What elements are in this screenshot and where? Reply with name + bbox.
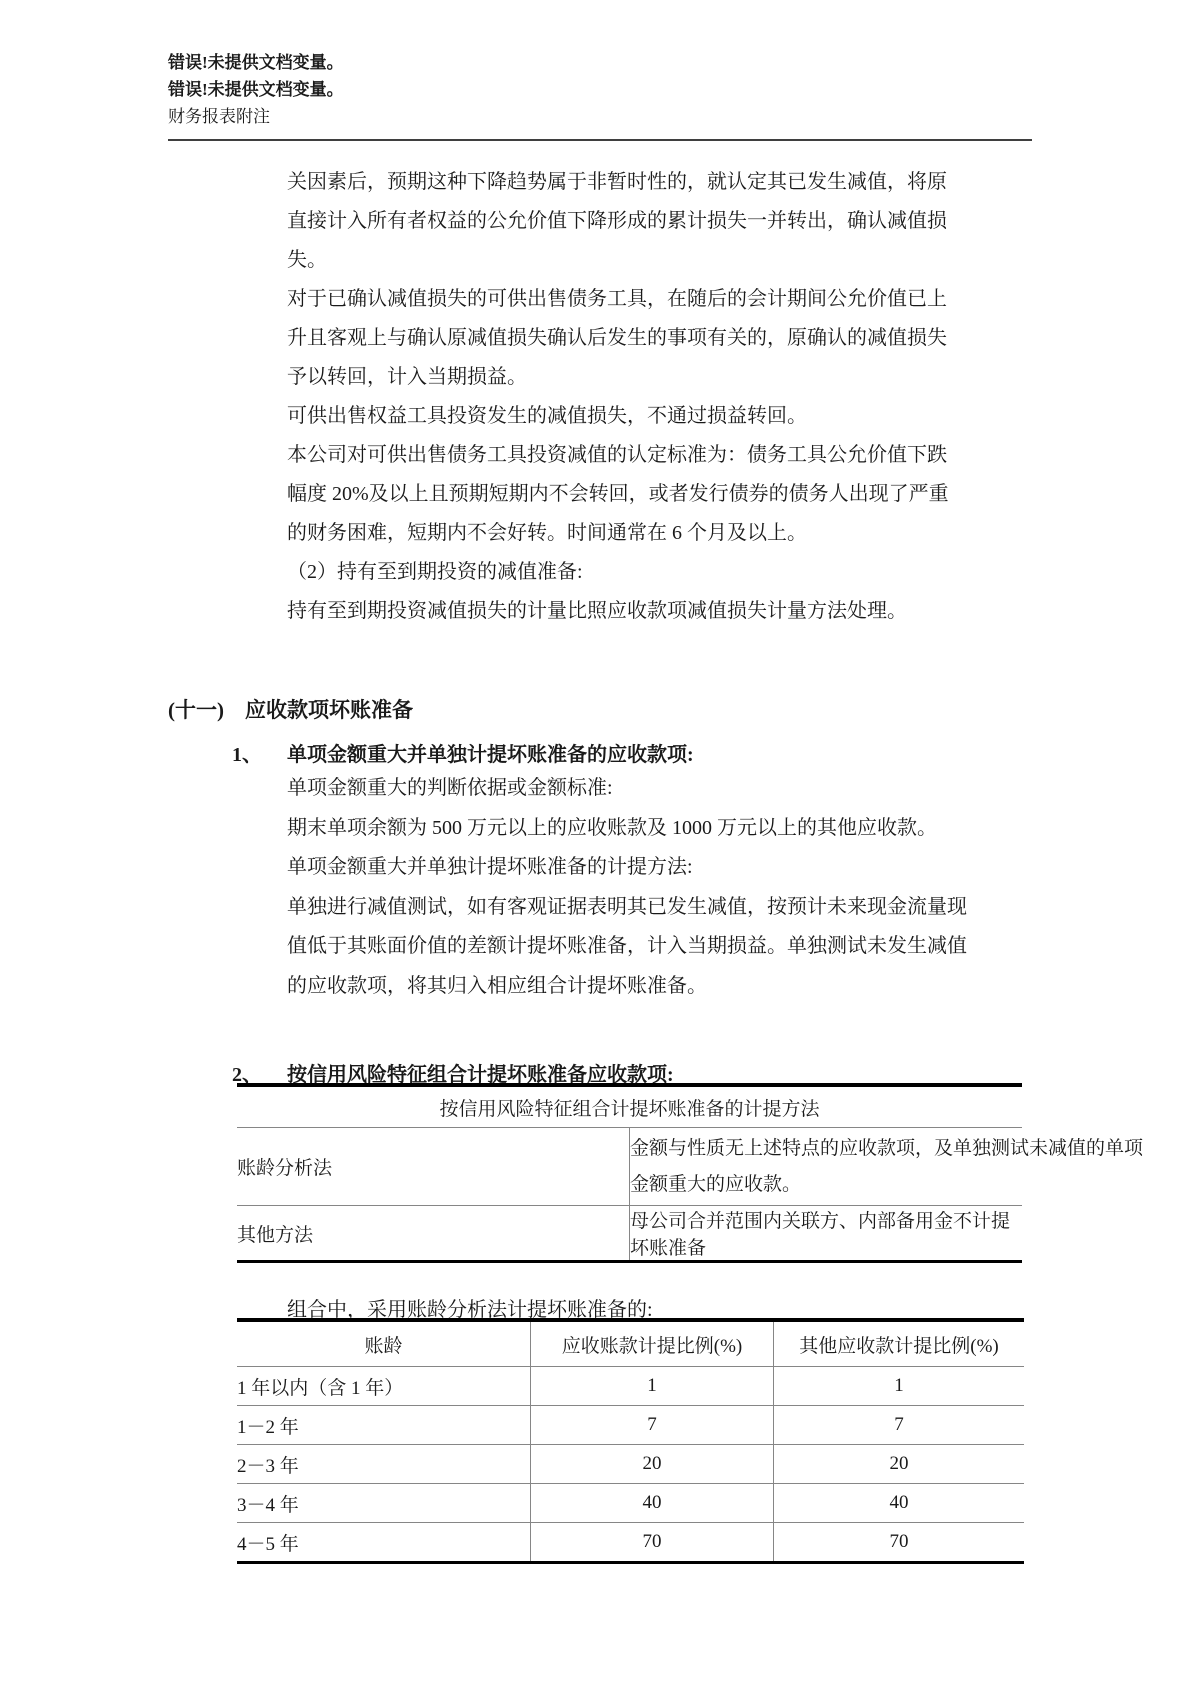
item-1-line: 单项金额重大的判断依据或金额标准: [287, 777, 613, 799]
paragraph-line: 予以转回，计入当期损益。 [287, 366, 527, 388]
header-subtitle: 财务报表附注 [168, 107, 270, 126]
table-row [237, 1367, 1024, 1406]
paragraph-line: 升且客观上与确认原减值损失确认后发生的事项有关的，原确认的减值损失 [287, 327, 947, 349]
item-1-body [287, 769, 977, 1006]
aging-cell: 2－3 年 [237, 1445, 531, 1484]
header-error-line-2: 错误!未提供文档变量。 [168, 80, 344, 99]
ratio-cell: 70 [531, 1523, 774, 1563]
aging-cell: 4－5 年 [237, 1533, 299, 1555]
header-error-line-1: 错误!未提供文档变量。 [168, 53, 344, 72]
method-name-cell: 其他方法 [237, 1224, 314, 1246]
paragraph-line: 失。 [287, 249, 327, 271]
header-divider-rule [168, 139, 1032, 141]
section-heading-11 [168, 694, 413, 724]
item-1-number: 1、 [232, 744, 262, 766]
paragraph-line: 幅度 20%及以上且预期短期内不会转回，或者发行债券的债务人出现了严重 [287, 483, 949, 505]
item-1-title: 单项金额重大并单独计提坏账准备的应收款项: [287, 744, 694, 766]
table-header-row [237, 1320, 1024, 1367]
provision-method-table [237, 1083, 1144, 1263]
table-row [237, 1406, 1024, 1445]
section-number: (十一) [168, 698, 224, 722]
item-1-line: 的应收款项，将其归入相应组合计提坏账准备。 [287, 974, 707, 997]
ratio-cell: 20 [531, 1445, 774, 1484]
paragraph-line: 对于已确认减值损失的可供出售债务工具，在随后的会计期间公允价值已上 [287, 288, 947, 310]
item-1-line: 单项金额重大并单独计提坏账准备的计提方法: [287, 856, 693, 878]
method-desc-line: 金额重大的应收款。 [630, 1173, 802, 1195]
ratio-cell: 40 [774, 1484, 1025, 1523]
paragraph-line: 关因素后，预期这种下降趋势属于非暂时性的，就认定其已发生减值，将原 [287, 171, 947, 193]
item-1-line: 单独进行减值测试，如有客观证据表明其已发生减值，按预计未来现金流量现 [287, 895, 967, 918]
aging-cell: 1－2 年 [237, 1406, 531, 1445]
item-1-line: 期末单项余额为 500 万元以上的应收账款及 1000 万元以上的其他应收款。 [287, 816, 937, 839]
table-row [237, 1484, 1024, 1523]
aging-header-cell: 账龄 [237, 1320, 531, 1367]
document-header [168, 49, 344, 130]
provision-method-table-caption: 按信用风险特征组合计提坏账准备的计提方法 [237, 1085, 1022, 1128]
item-2-title: 按信用风险特征组合计提坏账准备应收款项: [287, 1064, 674, 1086]
item-1-line: 值低于其账面价值的差额计提坏账准备，计入当期损益。单独测试未发生减值 [287, 935, 967, 957]
ratio-cell: 1 [774, 1367, 1025, 1406]
other-receivable-ratio-header-cell: 其他应收款计提比例(%) [774, 1320, 1025, 1367]
paragraph-line: 的财务困难，短期内不会好转。时间通常在 6 个月及以上。 [287, 522, 807, 544]
paragraph-line: 直接计入所有者权益的公允价值下降形成的累计损失一并转出，确认减值损 [287, 210, 947, 232]
paragraph-line: 持有至到期投资减值损失的计量比照应收款项减值损失计量方法处理。 [287, 600, 907, 622]
item-1-heading [232, 738, 694, 767]
method-desc-line: 金额与性质无上述特点的应收款项，及单独测试未减值的单项 [630, 1137, 1144, 1159]
section-title: 应收款项坏账准备 [245, 698, 413, 722]
table-row [237, 1523, 1024, 1563]
ratio-cell: 1 [531, 1367, 774, 1406]
body-paragraphs [287, 163, 967, 631]
ratio-cell: 7 [531, 1406, 774, 1445]
ratio-cell: 7 [774, 1406, 1025, 1445]
paragraph-line: 本公司对可供出售债务工具投资减值的认定标准为：债务工具公允价值下跌 [287, 444, 947, 466]
aging-cell: 3－4 年 [237, 1484, 531, 1523]
method-desc-cell [630, 1128, 1144, 1206]
ratio-cell: 20 [774, 1445, 1025, 1484]
table-row [237, 1206, 1022, 1262]
table-row [237, 1445, 1024, 1484]
paragraph-line: 可供出售权益工具投资发生的减值损失，不通过损益转回。 [287, 405, 807, 427]
receivable-ratio-header-cell: 应收账款计提比例(%) [531, 1320, 774, 1367]
table-row [237, 1128, 1022, 1206]
ratio-cell: 70 [774, 1523, 1025, 1563]
table-row [237, 1085, 1022, 1128]
method-name-cell: 账龄分析法 [237, 1128, 630, 1206]
paragraph-line: （2）持有至到期投资的减值准备: [287, 561, 583, 583]
ratio-cell: 40 [531, 1484, 774, 1523]
aging-analysis-table [237, 1318, 1024, 1564]
aging-cell: 1 年以内（含 1 年） [237, 1367, 531, 1406]
item-2-number: 2、 [232, 1064, 262, 1086]
method-desc-cell: 母公司合并范围内关联方、内部备用金不计提坏账准备 [630, 1206, 1023, 1262]
aging-table-intro: 组合中，采用账龄分析法计提坏账准备的: [287, 1299, 653, 1321]
